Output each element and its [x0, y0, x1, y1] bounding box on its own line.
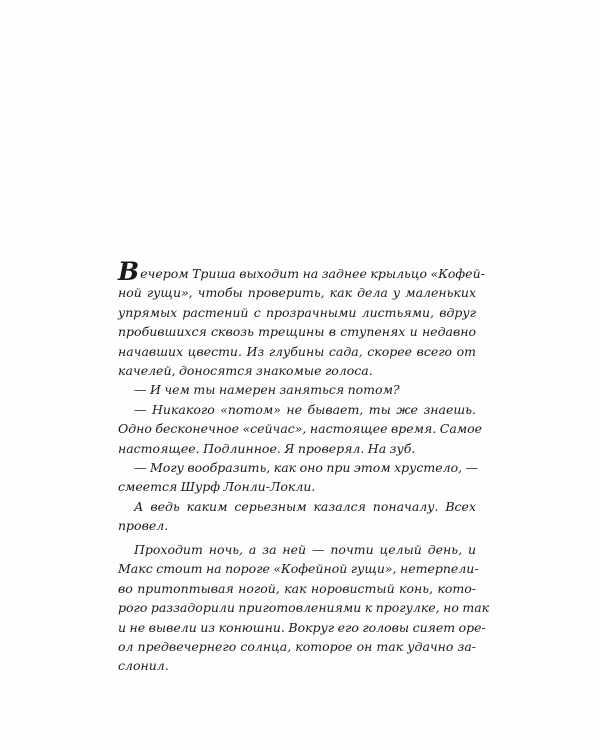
dialogue-line: — Могу вообразить, как оно при этом хрустело, —	[134, 460, 479, 476]
paragraph-line: начавших цвести. Из глубины сада, скорее всего от	[118, 343, 476, 359]
paragraph-line: и не вывели из конюшни. Вокруг его головы сияет оре-	[118, 619, 486, 635]
paragraph-line: пробившихся сквозь трещины в ступенях и недавно	[118, 324, 476, 340]
paragraph-line: во притоптывая ногой, как норовистый конь, кото-	[118, 580, 476, 596]
dialogue-line: — И чем ты намерен заняться потом?	[134, 382, 400, 398]
text-section-2	[118, 540, 490, 676]
drop-cap-letter: В	[118, 257, 140, 286]
paragraph-line: рого раззадорили приготовлениями к прогулке, но так	[118, 600, 490, 616]
paragraph-line: Макс стоит на пороге «Кофейной гущи», нетерпели-	[118, 561, 479, 577]
text-section-1	[118, 257, 485, 536]
paragraph-line: Одно бесконечное «сейчас», настоящее время. Самое	[118, 421, 483, 437]
dialogue-line: — Никакого «потом» не бывает, ты же знаешь.	[134, 401, 476, 417]
paragraph-line: А ведь каким серьезным казался поначалу. Всех	[134, 498, 476, 514]
paragraph-line: настоящее. Подлинное. Я проверял. На зуб.	[118, 440, 416, 456]
paragraph-line: смеется Шурф Лонли-Локли.	[118, 479, 316, 495]
paragraph-line: Вечером Триша выходит на заднее крыльцо «Кофей-	[118, 257, 485, 286]
paragraph-line: Проходит ночь, а за ней — почти целый день, и	[134, 542, 476, 557]
paragraph-line: ол предвечернего солнца, которое он так удачно за-	[118, 639, 476, 655]
paragraph-line: упрямых растений с прозрачными листьями, вдруг	[118, 304, 476, 320]
paragraph-line: провел.	[118, 518, 169, 534]
paragraph-line: ной гущи», чтобы проверить, как дела у маленьких	[118, 285, 476, 301]
paragraph-line: слонил.	[118, 658, 169, 674]
paragraph-line: качелей, доносятся знакомые голоса.	[118, 363, 373, 379]
